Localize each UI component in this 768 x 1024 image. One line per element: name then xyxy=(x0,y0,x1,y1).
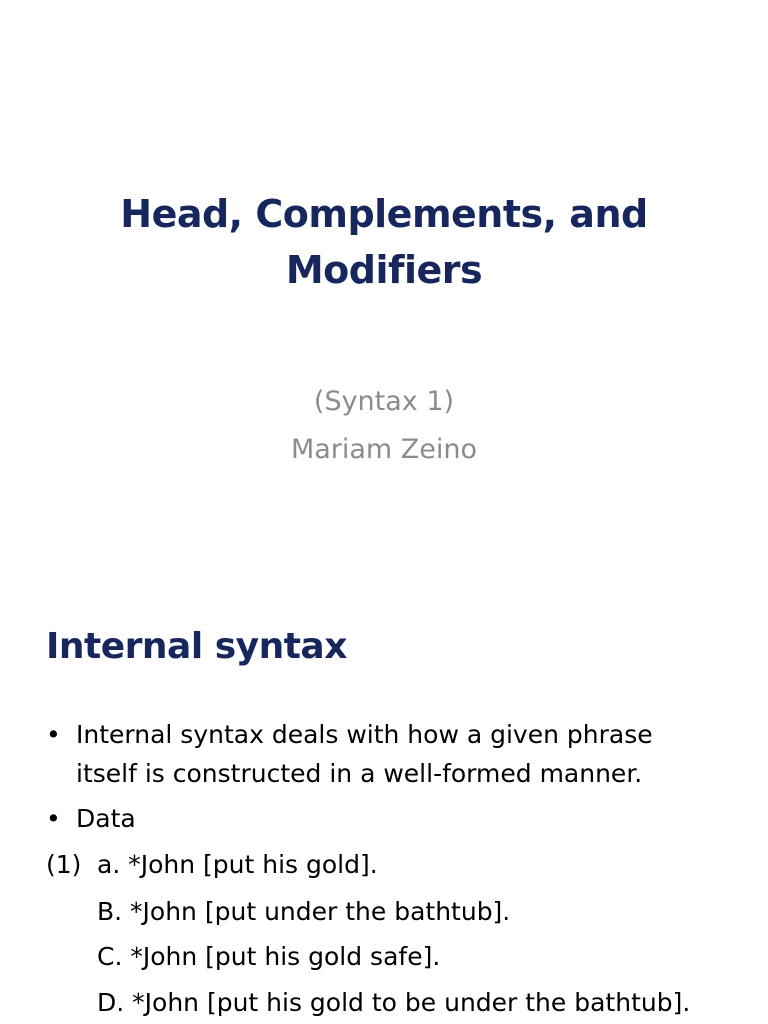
slide-subtitle xyxy=(0,378,768,474)
bullet-text xyxy=(76,799,736,838)
course-label: (Syntax 1) xyxy=(313,386,455,417)
example-item-d: D. *John [put his gold to be under the bathtub]. xyxy=(97,988,691,1017)
author-name: Mariam Zeino xyxy=(290,434,478,465)
bullet-item xyxy=(46,799,746,838)
slide-title-line-1: Head, Complements, and xyxy=(120,192,648,236)
example-item-a: a. *John [put his gold]. xyxy=(97,850,378,879)
bullet-item xyxy=(46,715,746,793)
bullet-text-line-1: Internal syntax deals with how a given phrase xyxy=(76,720,653,749)
content-slide-title: Internal syntax xyxy=(46,626,347,667)
bullet-text-line-1: Data xyxy=(76,804,136,833)
bullet-marker: • xyxy=(46,720,61,749)
bullet-text xyxy=(76,715,736,793)
slide-title-line-2: Modifiers xyxy=(285,248,483,292)
slide-title xyxy=(0,186,768,298)
bullet-marker: • xyxy=(46,804,61,833)
bullet-text-line-2: itself is constructed in a well-formed manner. xyxy=(76,759,643,788)
content-slide xyxy=(0,512,768,1024)
example-number: (1) xyxy=(46,850,82,879)
example-item-b: B. *John [put under the bathtub]. xyxy=(97,897,511,926)
example-item-c: C. *John [put his gold safe]. xyxy=(97,942,441,971)
